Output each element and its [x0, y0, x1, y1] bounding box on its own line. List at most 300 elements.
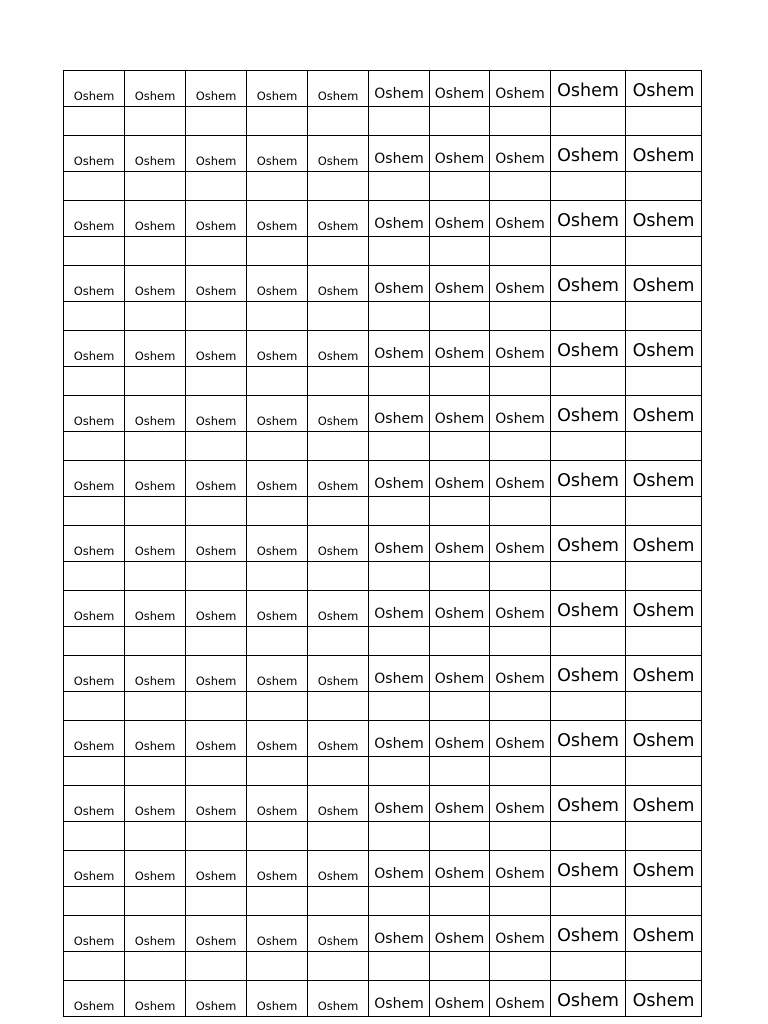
- label-cell[interactable]: Oshem: [125, 851, 186, 887]
- blank-cell[interactable]: [369, 237, 430, 266]
- label-cell[interactable]: Oshem: [490, 266, 551, 302]
- blank-cell[interactable]: [247, 432, 308, 461]
- label-cell[interactable]: Oshem: [626, 71, 702, 107]
- label-cell[interactable]: Oshem: [430, 71, 490, 107]
- blank-cell[interactable]: [551, 367, 626, 396]
- blank-cell[interactable]: [186, 302, 247, 331]
- label-cell[interactable]: Oshem: [551, 331, 626, 367]
- label-cell[interactable]: Oshem: [551, 721, 626, 757]
- blank-cell[interactable]: [64, 237, 125, 266]
- blank-cell[interactable]: [551, 692, 626, 721]
- label-cell[interactable]: Oshem: [626, 591, 702, 627]
- blank-cell[interactable]: [490, 107, 551, 136]
- blank-cell[interactable]: [430, 757, 490, 786]
- blank-cell[interactable]: [551, 887, 626, 916]
- label-cell[interactable]: Oshem: [490, 851, 551, 887]
- label-cell[interactable]: Oshem: [125, 721, 186, 757]
- blank-row: [64, 497, 702, 526]
- label-cell[interactable]: Oshem: [186, 591, 247, 627]
- blank-cell[interactable]: [369, 367, 430, 396]
- label-cell[interactable]: Oshem: [308, 656, 369, 692]
- label-cell[interactable]: Oshem: [308, 851, 369, 887]
- label-cell[interactable]: Oshem: [308, 721, 369, 757]
- blank-cell[interactable]: [186, 757, 247, 786]
- blank-cell[interactable]: [125, 107, 186, 136]
- label-cell[interactable]: Oshem: [430, 656, 490, 692]
- label-cell[interactable]: Oshem: [369, 266, 430, 302]
- blank-cell[interactable]: [64, 432, 125, 461]
- label-cell[interactable]: Oshem: [626, 396, 702, 432]
- label-cell[interactable]: Oshem: [64, 786, 125, 822]
- label-cell[interactable]: Oshem: [308, 981, 369, 1017]
- blank-cell[interactable]: [369, 302, 430, 331]
- blank-cell[interactable]: [247, 627, 308, 656]
- blank-cell[interactable]: [490, 692, 551, 721]
- label-cell[interactable]: Oshem: [369, 656, 430, 692]
- blank-cell[interactable]: [308, 757, 369, 786]
- label-cell[interactable]: Oshem: [186, 656, 247, 692]
- label-cell[interactable]: Oshem: [247, 851, 308, 887]
- label-cell[interactable]: Oshem: [247, 266, 308, 302]
- label-cell[interactable]: Oshem: [125, 591, 186, 627]
- label-cell[interactable]: Oshem: [64, 916, 125, 952]
- label-cell[interactable]: Oshem: [430, 136, 490, 172]
- label-cell[interactable]: Oshem: [308, 786, 369, 822]
- blank-cell[interactable]: [626, 302, 702, 331]
- label-cell[interactable]: Oshem: [308, 266, 369, 302]
- label-cell[interactable]: Oshem: [186, 916, 247, 952]
- blank-cell[interactable]: [125, 432, 186, 461]
- blank-cell[interactable]: [369, 107, 430, 136]
- blank-cell[interactable]: [430, 237, 490, 266]
- blank-cell[interactable]: [247, 172, 308, 201]
- blank-cell[interactable]: [308, 952, 369, 981]
- blank-cell[interactable]: [125, 562, 186, 591]
- blank-cell[interactable]: [369, 887, 430, 916]
- blank-cell[interactable]: [369, 822, 430, 851]
- blank-cell[interactable]: [626, 692, 702, 721]
- label-cell[interactable]: Oshem: [490, 201, 551, 237]
- label-cell[interactable]: Oshem: [186, 71, 247, 107]
- blank-cell[interactable]: [430, 497, 490, 526]
- label-cell[interactable]: Oshem: [490, 981, 551, 1017]
- blank-cell[interactable]: [125, 627, 186, 656]
- label-cell[interactable]: Oshem: [247, 461, 308, 497]
- blank-cell[interactable]: [186, 692, 247, 721]
- label-cell[interactable]: Oshem: [186, 266, 247, 302]
- blank-cell[interactable]: [64, 562, 125, 591]
- blank-cell[interactable]: [430, 107, 490, 136]
- label-cell[interactable]: Oshem: [551, 916, 626, 952]
- blank-cell[interactable]: [308, 497, 369, 526]
- blank-cell[interactable]: [125, 302, 186, 331]
- blank-cell[interactable]: [247, 562, 308, 591]
- label-cell[interactable]: Oshem: [490, 591, 551, 627]
- blank-cell[interactable]: [626, 367, 702, 396]
- blank-row: [64, 627, 702, 656]
- label-cell[interactable]: Oshem: [430, 981, 490, 1017]
- blank-cell[interactable]: [626, 172, 702, 201]
- blank-cell[interactable]: [247, 757, 308, 786]
- label-cell[interactable]: Oshem: [551, 656, 626, 692]
- label-cell[interactable]: Oshem: [490, 786, 551, 822]
- label-cell[interactable]: Oshem: [186, 526, 247, 562]
- blank-cell[interactable]: [490, 302, 551, 331]
- label-cell[interactable]: Oshem: [247, 721, 308, 757]
- label-cell[interactable]: Oshem: [369, 201, 430, 237]
- blank-cell[interactable]: [247, 497, 308, 526]
- blank-cell[interactable]: [430, 952, 490, 981]
- label-cell[interactable]: Oshem: [308, 461, 369, 497]
- label-cell[interactable]: Oshem: [551, 71, 626, 107]
- label-cell[interactable]: Oshem: [551, 981, 626, 1017]
- label-cell[interactable]: Oshem: [308, 396, 369, 432]
- label-cell[interactable]: Oshem: [186, 981, 247, 1017]
- blank-cell[interactable]: [308, 887, 369, 916]
- blank-cell[interactable]: [626, 952, 702, 981]
- blank-cell[interactable]: [308, 367, 369, 396]
- label-cell[interactable]: Oshem: [551, 201, 626, 237]
- blank-cell[interactable]: [551, 172, 626, 201]
- label-cell[interactable]: Oshem: [490, 461, 551, 497]
- blank-cell[interactable]: [626, 822, 702, 851]
- label-cell[interactable]: Oshem: [64, 266, 125, 302]
- blank-cell[interactable]: [430, 822, 490, 851]
- blank-cell[interactable]: [551, 952, 626, 981]
- blank-row: [64, 237, 702, 266]
- label-cell[interactable]: Oshem: [369, 526, 430, 562]
- blank-cell[interactable]: [125, 172, 186, 201]
- blank-cell[interactable]: [64, 887, 125, 916]
- label-row: [64, 916, 702, 952]
- blank-cell[interactable]: [490, 562, 551, 591]
- blank-cell[interactable]: [490, 887, 551, 916]
- label-cell[interactable]: Oshem: [186, 851, 247, 887]
- blank-cell[interactable]: [308, 432, 369, 461]
- blank-cell[interactable]: [64, 952, 125, 981]
- blank-cell[interactable]: [247, 107, 308, 136]
- blank-cell[interactable]: [308, 107, 369, 136]
- label-cell[interactable]: Oshem: [490, 396, 551, 432]
- label-cell[interactable]: Oshem: [369, 71, 430, 107]
- label-cell[interactable]: Oshem: [308, 331, 369, 367]
- blank-cell[interactable]: [64, 107, 125, 136]
- label-cell[interactable]: Oshem: [626, 851, 702, 887]
- blank-cell[interactable]: [369, 757, 430, 786]
- label-cell[interactable]: Oshem: [430, 916, 490, 952]
- blank-cell[interactable]: [490, 432, 551, 461]
- blank-cell[interactable]: [308, 302, 369, 331]
- blank-cell[interactable]: [308, 562, 369, 591]
- label-cell[interactable]: Oshem: [125, 916, 186, 952]
- blank-cell[interactable]: [247, 302, 308, 331]
- blank-cell[interactable]: [125, 497, 186, 526]
- label-cell[interactable]: Oshem: [64, 396, 125, 432]
- label-cell[interactable]: Oshem: [64, 331, 125, 367]
- label-cell[interactable]: Oshem: [186, 786, 247, 822]
- label-cell[interactable]: Oshem: [64, 201, 125, 237]
- label-cell[interactable]: Oshem: [430, 201, 490, 237]
- blank-cell[interactable]: [308, 822, 369, 851]
- label-cell[interactable]: Oshem: [64, 656, 125, 692]
- label-cell[interactable]: Oshem: [369, 591, 430, 627]
- blank-cell[interactable]: [430, 627, 490, 656]
- label-cell[interactable]: Oshem: [490, 71, 551, 107]
- blank-cell[interactable]: [186, 432, 247, 461]
- blank-cell[interactable]: [551, 757, 626, 786]
- blank-cell[interactable]: [551, 822, 626, 851]
- blank-cell[interactable]: [626, 562, 702, 591]
- label-cell[interactable]: Oshem: [186, 396, 247, 432]
- blank-cell[interactable]: [64, 497, 125, 526]
- label-cell[interactable]: Oshem: [64, 591, 125, 627]
- blank-cell[interactable]: [551, 302, 626, 331]
- label-cell[interactable]: Oshem: [490, 526, 551, 562]
- label-cell[interactable]: Oshem: [186, 201, 247, 237]
- blank-cell[interactable]: [626, 107, 702, 136]
- label-cell[interactable]: Oshem: [64, 721, 125, 757]
- blank-cell[interactable]: [369, 627, 430, 656]
- label-cell[interactable]: Oshem: [247, 591, 308, 627]
- label-cell[interactable]: Oshem: [125, 266, 186, 302]
- label-cell[interactable]: Oshem: [308, 526, 369, 562]
- label-cell[interactable]: Oshem: [247, 656, 308, 692]
- label-cell[interactable]: Oshem: [551, 786, 626, 822]
- label-cell[interactable]: Oshem: [308, 71, 369, 107]
- label-cell[interactable]: Oshem: [369, 136, 430, 172]
- blank-cell[interactable]: [125, 692, 186, 721]
- blank-cell[interactable]: [430, 302, 490, 331]
- blank-cell[interactable]: [308, 627, 369, 656]
- blank-cell[interactable]: [490, 627, 551, 656]
- label-cell[interactable]: Oshem: [430, 396, 490, 432]
- blank-cell[interactable]: [490, 497, 551, 526]
- blank-row: [64, 432, 702, 461]
- blank-cell[interactable]: [430, 367, 490, 396]
- blank-cell[interactable]: [186, 887, 247, 916]
- label-cell[interactable]: Oshem: [626, 136, 702, 172]
- blank-cell[interactable]: [64, 627, 125, 656]
- label-cell[interactable]: Oshem: [125, 71, 186, 107]
- blank-cell[interactable]: [308, 692, 369, 721]
- blank-cell[interactable]: [490, 822, 551, 851]
- blank-cell[interactable]: [626, 887, 702, 916]
- blank-cell[interactable]: [430, 692, 490, 721]
- label-cell[interactable]: Oshem: [64, 461, 125, 497]
- label-cell[interactable]: Oshem: [64, 136, 125, 172]
- blank-cell[interactable]: [626, 432, 702, 461]
- label-cell[interactable]: Oshem: [369, 916, 430, 952]
- label-cell[interactable]: Oshem: [430, 721, 490, 757]
- label-cell[interactable]: Oshem: [551, 136, 626, 172]
- label-cell[interactable]: Oshem: [551, 396, 626, 432]
- label-cell[interactable]: Oshem: [125, 656, 186, 692]
- blank-cell[interactable]: [247, 692, 308, 721]
- label-cell[interactable]: Oshem: [247, 331, 308, 367]
- label-cell[interactable]: Oshem: [626, 331, 702, 367]
- blank-cell[interactable]: [64, 302, 125, 331]
- label-cell[interactable]: Oshem: [308, 916, 369, 952]
- blank-cell[interactable]: [125, 822, 186, 851]
- label-cell[interactable]: Oshem: [430, 786, 490, 822]
- blank-cell[interactable]: [247, 822, 308, 851]
- blank-cell[interactable]: [247, 952, 308, 981]
- label-cell[interactable]: Oshem: [64, 851, 125, 887]
- blank-cell[interactable]: [186, 497, 247, 526]
- label-cell[interactable]: Oshem: [626, 721, 702, 757]
- label-cell[interactable]: Oshem: [247, 916, 308, 952]
- label-cell[interactable]: Oshem: [369, 721, 430, 757]
- label-cell[interactable]: Oshem: [308, 201, 369, 237]
- label-cell[interactable]: Oshem: [430, 526, 490, 562]
- label-cell[interactable]: Oshem: [490, 721, 551, 757]
- blank-cell[interactable]: [551, 432, 626, 461]
- label-cell[interactable]: Oshem: [430, 461, 490, 497]
- label-cell[interactable]: Oshem: [247, 71, 308, 107]
- blank-cell[interactable]: [490, 367, 551, 396]
- label-cell[interactable]: Oshem: [125, 981, 186, 1017]
- blank-cell[interactable]: [308, 237, 369, 266]
- label-cell[interactable]: Oshem: [551, 461, 626, 497]
- blank-cell[interactable]: [247, 237, 308, 266]
- label-cell[interactable]: Oshem: [186, 331, 247, 367]
- blank-cell[interactable]: [64, 822, 125, 851]
- label-cell[interactable]: Oshem: [64, 981, 125, 1017]
- label-cell[interactable]: Oshem: [186, 721, 247, 757]
- blank-cell[interactable]: [626, 757, 702, 786]
- blank-cell[interactable]: [186, 952, 247, 981]
- label-cell[interactable]: Oshem: [308, 136, 369, 172]
- blank-cell[interactable]: [125, 887, 186, 916]
- blank-cell[interactable]: [186, 562, 247, 591]
- label-cell[interactable]: Oshem: [125, 526, 186, 562]
- label-cell[interactable]: Oshem: [247, 396, 308, 432]
- label-cell[interactable]: Oshem: [490, 136, 551, 172]
- label-cell[interactable]: Oshem: [626, 656, 702, 692]
- label-cell[interactable]: Oshem: [490, 916, 551, 952]
- blank-cell[interactable]: [626, 627, 702, 656]
- blank-cell[interactable]: [490, 237, 551, 266]
- label-cell[interactable]: Oshem: [369, 851, 430, 887]
- label-cell[interactable]: Oshem: [125, 461, 186, 497]
- blank-cell[interactable]: [125, 952, 186, 981]
- label-cell[interactable]: Oshem: [626, 786, 702, 822]
- blank-cell[interactable]: [430, 887, 490, 916]
- blank-cell[interactable]: [430, 562, 490, 591]
- label-cell[interactable]: Oshem: [369, 396, 430, 432]
- blank-cell[interactable]: [186, 367, 247, 396]
- blank-cell[interactable]: [551, 237, 626, 266]
- blank-cell[interactable]: [430, 432, 490, 461]
- blank-cell[interactable]: [490, 172, 551, 201]
- blank-cell[interactable]: [186, 172, 247, 201]
- label-row: [64, 461, 702, 497]
- label-cell[interactable]: Oshem: [125, 786, 186, 822]
- label-cell[interactable]: Oshem: [125, 136, 186, 172]
- blank-cell[interactable]: [247, 367, 308, 396]
- blank-cell[interactable]: [490, 952, 551, 981]
- blank-cell[interactable]: [64, 172, 125, 201]
- blank-cell[interactable]: [369, 692, 430, 721]
- blank-cell[interactable]: [551, 562, 626, 591]
- blank-cell[interactable]: [490, 757, 551, 786]
- blank-cell[interactable]: [125, 367, 186, 396]
- label-cell[interactable]: Oshem: [626, 201, 702, 237]
- label-cell[interactable]: Oshem: [125, 331, 186, 367]
- blank-cell[interactable]: [125, 757, 186, 786]
- label-cell[interactable]: Oshem: [64, 71, 125, 107]
- blank-cell[interactable]: [369, 172, 430, 201]
- blank-cell[interactable]: [551, 627, 626, 656]
- blank-cell[interactable]: [551, 497, 626, 526]
- blank-cell[interactable]: [626, 497, 702, 526]
- label-cell[interactable]: Oshem: [247, 526, 308, 562]
- label-cell[interactable]: Oshem: [247, 786, 308, 822]
- blank-cell[interactable]: [369, 562, 430, 591]
- blank-cell[interactable]: [186, 627, 247, 656]
- blank-cell[interactable]: [186, 107, 247, 136]
- label-cell[interactable]: Oshem: [551, 526, 626, 562]
- label-cell[interactable]: Oshem: [430, 851, 490, 887]
- label-cell[interactable]: Oshem: [308, 591, 369, 627]
- label-cell[interactable]: Oshem: [369, 331, 430, 367]
- blank-cell[interactable]: [64, 757, 125, 786]
- blank-cell[interactable]: [430, 172, 490, 201]
- blank-row: [64, 757, 702, 786]
- blank-cell[interactable]: [64, 367, 125, 396]
- label-cell[interactable]: Oshem: [125, 396, 186, 432]
- blank-cell[interactable]: [369, 952, 430, 981]
- blank-cell[interactable]: [369, 432, 430, 461]
- label-cell[interactable]: Oshem: [64, 526, 125, 562]
- blank-cell[interactable]: [186, 237, 247, 266]
- label-cell[interactable]: Oshem: [369, 461, 430, 497]
- blank-cell[interactable]: [186, 822, 247, 851]
- label-cell[interactable]: Oshem: [430, 266, 490, 302]
- label-row: [64, 721, 702, 757]
- label-cell[interactable]: Oshem: [247, 201, 308, 237]
- label-cell[interactable]: Oshem: [369, 786, 430, 822]
- blank-row: [64, 172, 702, 201]
- blank-cell[interactable]: [125, 237, 186, 266]
- blank-cell[interactable]: [247, 887, 308, 916]
- blank-cell[interactable]: [551, 107, 626, 136]
- label-cell[interactable]: Oshem: [247, 136, 308, 172]
- blank-cell[interactable]: [64, 692, 125, 721]
- label-cell[interactable]: Oshem: [551, 851, 626, 887]
- label-cell[interactable]: Oshem: [551, 266, 626, 302]
- blank-cell[interactable]: [626, 237, 702, 266]
- label-cell[interactable]: Oshem: [125, 201, 186, 237]
- label-cell[interactable]: Oshem: [490, 331, 551, 367]
- label-cell[interactable]: Oshem: [490, 656, 551, 692]
- label-cell[interactable]: Oshem: [626, 916, 702, 952]
- label-cell[interactable]: Oshem: [430, 591, 490, 627]
- blank-cell[interactable]: [369, 497, 430, 526]
- label-cell[interactable]: Oshem: [551, 591, 626, 627]
- label-cell[interactable]: Oshem: [247, 981, 308, 1017]
- label-row: [64, 851, 702, 887]
- label-cell[interactable]: Oshem: [626, 461, 702, 497]
- label-cell[interactable]: Oshem: [626, 266, 702, 302]
- label-cell[interactable]: Oshem: [186, 461, 247, 497]
- blank-cell[interactable]: [308, 172, 369, 201]
- label-cell[interactable]: Oshem: [186, 136, 247, 172]
- label-cell[interactable]: Oshem: [626, 526, 702, 562]
- label-cell[interactable]: Oshem: [430, 331, 490, 367]
- label-cell[interactable]: Oshem: [626, 981, 702, 1017]
- label-cell[interactable]: Oshem: [369, 981, 430, 1017]
